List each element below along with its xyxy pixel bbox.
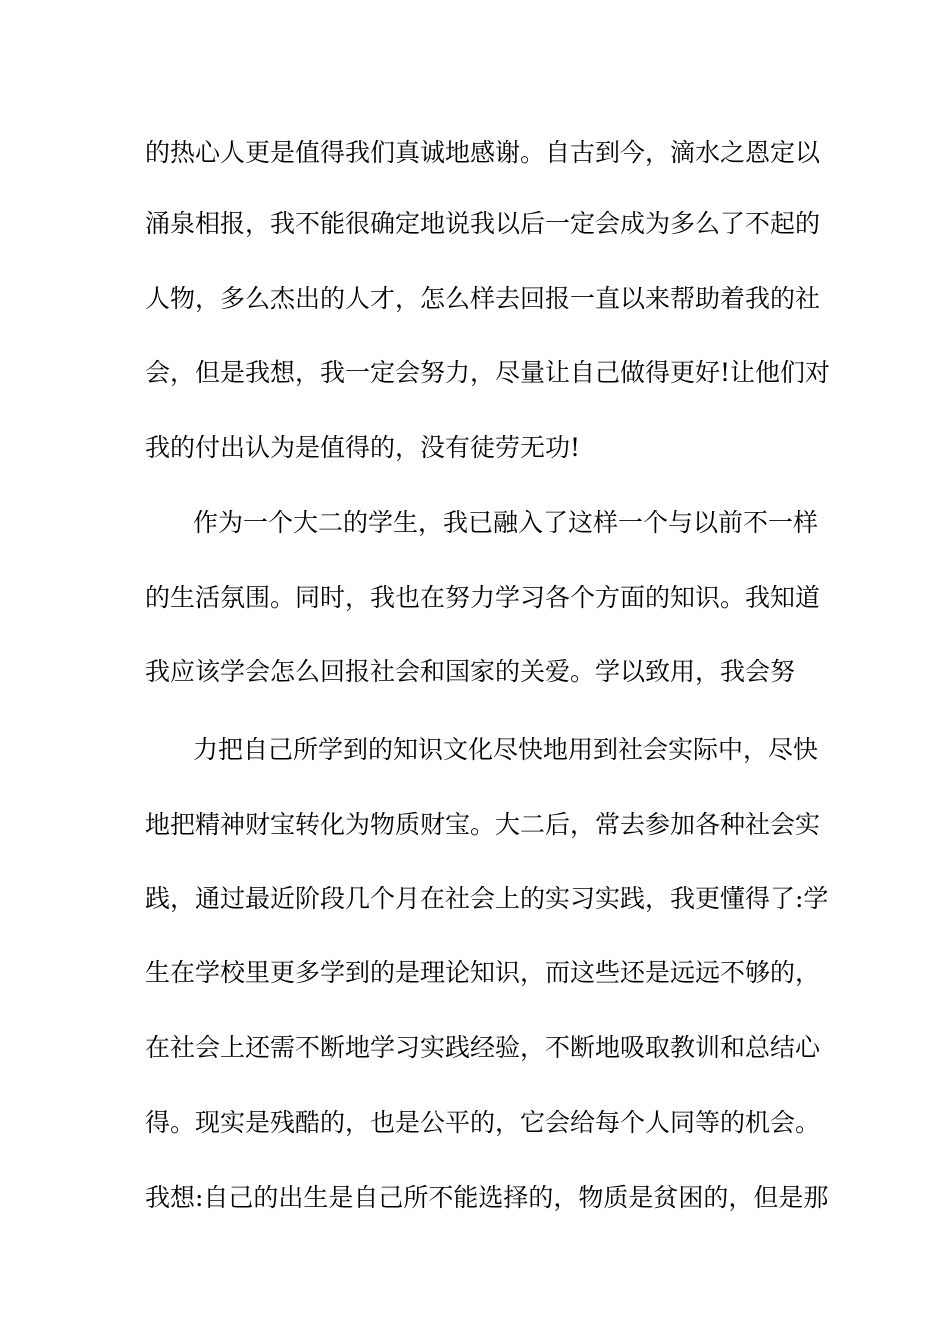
text-line: 作为一个大二的学生，我已融入了这样一个与以前不一样 [193, 508, 819, 537]
text-line: 得。现实是残酷的，也是公平的，它会给每个人同等的机会。 [145, 1108, 821, 1137]
text-line: 的生活氛围。同时，我也在努力学习各个方面的知识。我知道 [145, 583, 821, 612]
text-line: 在社会上还需不断地学习实践经验，不断地吸取教训和总结心 [145, 1033, 821, 1062]
text-line: 的热心人更是值得我们真诚地感谢。自古到今，滴水之恩定以 [145, 138, 821, 167]
text-line: 我想:自己的出生是自己所不能选择的，物质是贫困的，但是那 [145, 1183, 829, 1212]
text-line: 我应该学会怎么回报社会和国家的关爱。学以致用，我会努 [145, 657, 796, 686]
text-line: 涌泉相报，我不能很确定地说我以后一定会成为多么了不起的 [145, 209, 821, 238]
text-line: 生在学校里更多学到的是理论知识，而这些还是远远不够的， [145, 958, 821, 987]
text-line: 力把自己所学到的知识文化尽快地用到社会实际中，尽快 [193, 735, 819, 764]
text-line: 地把精神财宝转化为物质财宝。大二后，常去参加各种社会实 [145, 810, 821, 839]
text-line: 践，通过最近阶段几个月在社会上的实习实践，我更懂得了:学 [145, 884, 829, 913]
text-line: 会，但是我想，我一定会努力，尽量让自己做得更好!让他们对 [145, 358, 831, 387]
text-line: 我的付出认为是值得的，没有徒劳无功! [145, 433, 581, 462]
text-line: 人物，多么杰出的人才，怎么样去回报一直以来帮助着我的社 [145, 284, 821, 313]
